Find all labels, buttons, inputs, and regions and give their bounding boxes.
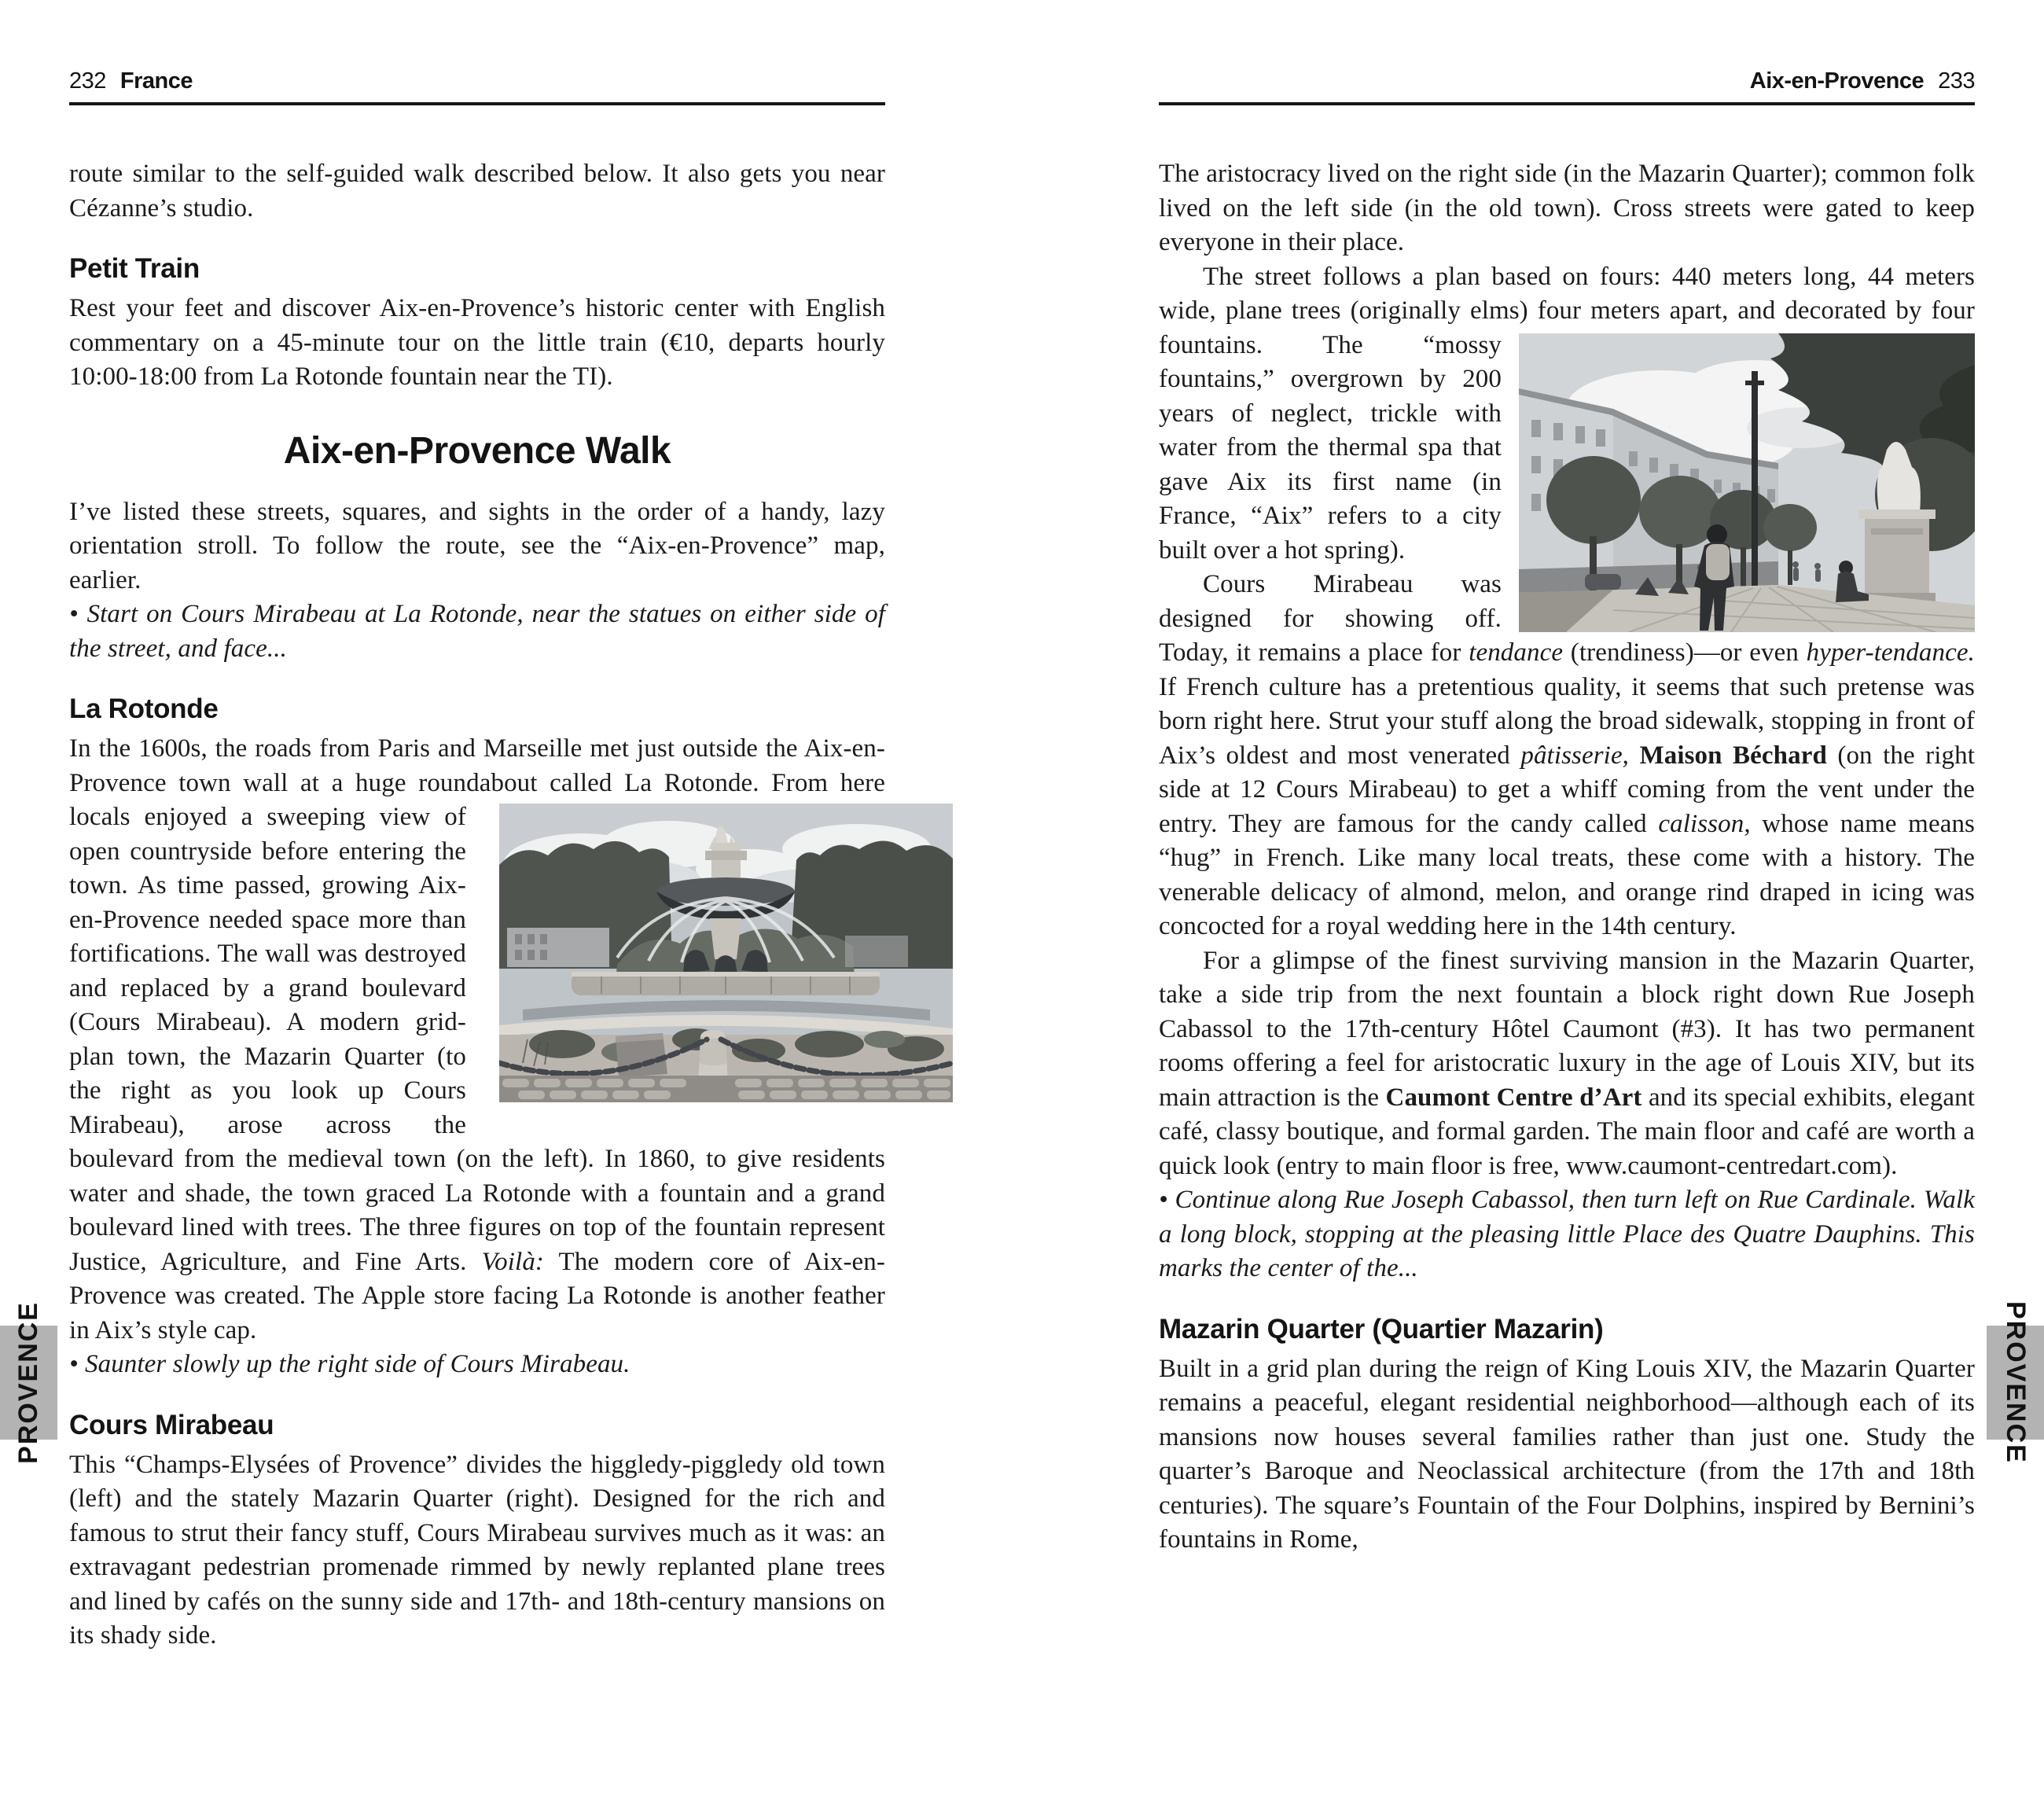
continue-direction-note: • Continue along Rue Joseph Cabassol, then turn left on Rue Cardinale. Walk a long block, stopping at the pleasing little Place des Quatre Dauphins. This marks the center of the... xyxy=(1159,1186,1975,1282)
cours-direction-note: • Saunter slowly up the right side of Cours Mirabeau. xyxy=(69,1350,630,1378)
street-plan-paragraph xyxy=(1159,260,1975,568)
walk-intro-paragraph: I’ve listed these streets, squares, and sights in the order of a handy, lazy orientation stroll. To follow the route, see the “Aix-en-Provence” map, earlier. xyxy=(69,497,885,594)
walk-direction-note: • Start on Cours Mirabeau at La Rotonde, near the statues on either side of the street, and face... xyxy=(69,600,885,663)
page-number: 233 xyxy=(1938,68,1975,94)
caumont-paragraph: For a glimpse of the finest surviving mansion in the Mazarin Quarter, take a side trip from the next fountain a block right down Rue Joseph Cabassol to the 17th-century Hôtel Caumont (#3). It has two permanent rooms offering a feel for aristocratic luxury in the age of Louis XIV, but its main attraction is the Caumont Centre d’Art and its special exhibits, elegant café, classy boutique, and formal garden. The main floor and café are worth a quick look (entry to main floor is free, www.caumont-centredart.com). xyxy=(1159,946,1975,1180)
paragraph-text: decorated by four fountains. The “mossy fountains,” overgrown by 200 years of neglect, trickle with water from the thermal spa that gave Aix its first name (in France, “Aix” refers to a city built over a hot spring). xyxy=(1159,296,1975,565)
la-rotonde-paragraph xyxy=(69,732,885,1348)
page-232 xyxy=(69,69,885,1653)
petit-train-heading: Petit Train xyxy=(69,253,200,284)
header-rule xyxy=(69,102,885,105)
petit-train-paragraph: Rest your feet and discover Aix-en-Provence’s historic center with English commentary on a 45-minute tour on the little train (€10, departs hourly 10:00-18:00 from La Rotonde fountain near the TI). xyxy=(69,294,885,391)
header-rule xyxy=(1159,102,1975,105)
car xyxy=(1585,574,1621,590)
cours-mirabeau-heading: Cours Mirabeau xyxy=(69,1409,274,1440)
section-title: France xyxy=(119,68,193,94)
province-tab-label: PROVENCE xyxy=(2001,1301,2031,1464)
page-header-left xyxy=(69,69,885,93)
paragraph-text: The street follows a plan based on fours: 440 meters long, 44 meters wide, plane trees (originally elms) four meters apart, and xyxy=(1159,262,1975,325)
page-232-content xyxy=(69,157,885,1653)
fountain-photo-illustration xyxy=(499,804,953,1102)
walk-title: Aix-en-Provence Walk xyxy=(283,429,671,472)
mazarin-paragraph: Built in a grid plan during the reign of King Louis XIV, the Mazarin Quarter remains a peaceful, elegant residential neighborhood—although each of its mansions now houses several families rather than just one. Study the quarter’s Baroque and Neoclassical architecture (from the 17th and 18th centuries). The square’s Fountain of the Four Dolphins, inspired by Bernini’s fountains in Rome, xyxy=(1159,1354,1975,1554)
page-233 xyxy=(1159,69,1975,1558)
paragraph-text: Rotonde. From here locals enjoyed a sweeping view of open countryside before entering the town. As time passed, growing Aix-en-Provence needed space more than fortifications. The wall was destroyed and replaced by a grand boulevard (Cours Mirabeau). A modern grid-plan town, the Mazarin Quarter (to the right as you look up Cours Mirabeau), arose across the boulevard from the medieval town (on the left). In 1860, to give residents water and shade, the town graced La Rotonde with a fountain and a grand boulevard lined with trees. The three figures on top of the fountain represent Justice, Agriculture, and Fine Arts. Voilà: The modern core of Aix-en-Provence was created. The Apple store facing La Rotonde is another feather in Aix’s style cap. xyxy=(69,768,885,1344)
lamp-post xyxy=(1752,371,1758,596)
chapter-title: Aix-en-Provence xyxy=(1749,68,1925,94)
page-233-content xyxy=(1159,157,1975,1558)
la-rotonde-heading: La Rotonde xyxy=(69,693,219,724)
la-rotonde-fountain-photo xyxy=(499,804,953,1102)
page-number: 232 xyxy=(69,68,106,94)
street-photo-illustration xyxy=(1519,333,1975,632)
province-tab-right xyxy=(1987,1301,2044,1464)
mazarin-quarter-heading: Mazarin Quarter (Quartier Mazarin) xyxy=(1159,1313,1604,1344)
page-header-right xyxy=(1159,69,1975,93)
cours-mirabeau-street-photo xyxy=(1519,333,1975,632)
showing-off-paragraph: Cours Mirabeau was designed for showing off. Today, it remains a place for tendance (trendiness)—or even hyper-tendance. If French culture has a pretentious quality, it seems that such pretense was born right here. Strut your stuff along the broad sidewalk, stopping in front of Aix’s oldest and most venerated pâtisserie, Maison Béchard (on the right side at 12 Cours Mirabeau) to get a whiff coming from the vent under the entry. They are famous for the candy called calisson, whose name means “hug” in French. Like many local treats, these come with a history. The venerable delicacy of almond, melon, and orange rind draped in icing was concocted for a royal wedding here in the 14th century. xyxy=(1159,570,1975,940)
cours-mirabeau-paragraph: This “Champs-Elysées of Provence” divides the higgledy-piggledy old town (left) and the stately Mazarin Quarter (right). Designed for the rich and famous to strut their fancy stuff, Cours Mirabeau survives much as it was: an extravagant pedestrian promenade rimmed by newly replanted plane trees and lined by cafés on the sunny side and 17th- and 18th-century mansions on its shady side. xyxy=(69,1450,885,1650)
aristocracy-paragraph: The aristocracy lived on the right side (in the Mazarin Quarter); common folk lived on the left side (in the old town). Cross streets were gated to keep everyone in their place. xyxy=(1159,160,1975,256)
intro-paragraph: route similar to the self-guided walk described below. It also gets you near Cézanne’s studio. xyxy=(69,160,885,223)
paragraph-text: In the 1600s, the roads from Paris and Marseille met just outside the Aix-en-Provence town wall at a huge roundabout called La xyxy=(69,734,885,797)
province-tab-left xyxy=(0,1301,57,1464)
province-tab-label: PROVENCE xyxy=(13,1301,43,1464)
